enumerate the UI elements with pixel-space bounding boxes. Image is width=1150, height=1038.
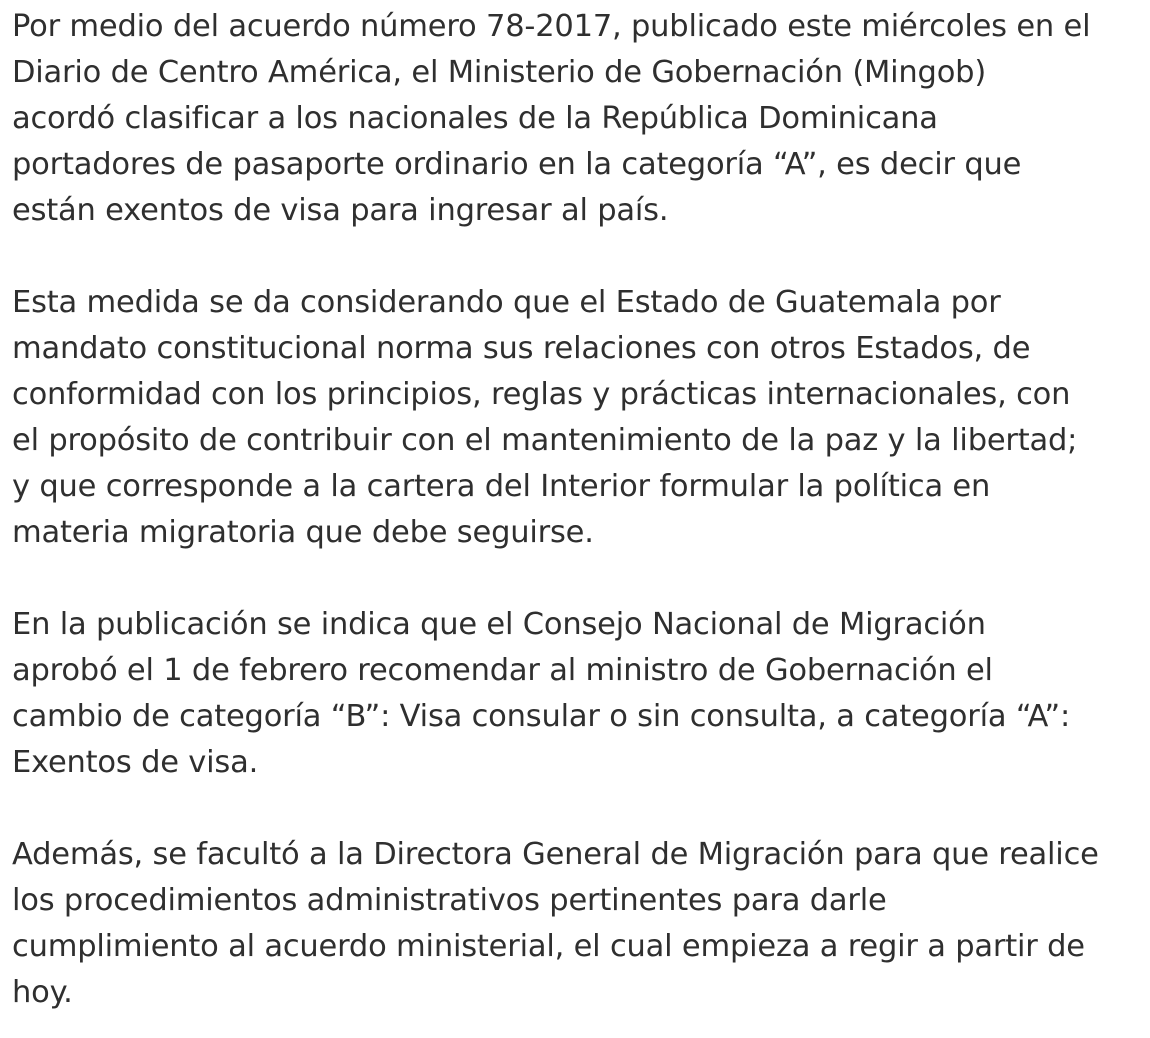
text-line: conformidad con los principios, reglas y prácticas internacionales, con	[12, 377, 1071, 412]
text-line: Por medio del acuerdo número 78-2017, publicado este miércoles en el	[12, 9, 1091, 44]
text-line: y que corresponde a la cartera del Interior formular la política en	[12, 469, 991, 504]
text-line: el propósito de contribuir con el mantenimiento de la paz y la libertad;	[12, 423, 1078, 458]
text-line: los procedimientos administrativos pertinentes para darle	[12, 883, 887, 918]
text-line: cumplimiento al acuerdo ministerial, el cual empieza a regir a partir de	[12, 929, 1085, 964]
text-line: mandato constitucional norma sus relaciones con otros Estados, de	[12, 331, 1031, 366]
paragraph-3	[12, 602, 1142, 786]
text-line: Diario de Centro América, el Ministerio de Gobernación (Mingob)	[12, 55, 987, 90]
text-line: están exentos de visa para ingresar al país.	[12, 193, 669, 228]
text-line: Además, se facultó a la Directora General de Migración para que realice	[12, 837, 1099, 872]
paragraph-2	[12, 280, 1142, 556]
text-line: acordó clasificar a los nacionales de la República Dominicana	[12, 101, 938, 136]
text-line: materia migratoria que debe seguirse.	[12, 515, 594, 550]
text-line: Exentos de visa.	[12, 745, 259, 780]
paragraph-4	[12, 832, 1142, 1016]
text-line: En la publicación se indica que el Consejo Nacional de Migración	[12, 607, 986, 642]
text-line: Esta medida se da considerando que el Estado de Guatemala por	[12, 285, 1001, 320]
text-line: cambio de categoría “B”: Visa consular o sin consulta, a categoría “A”:	[12, 699, 1071, 734]
text-line: aprobó el 1 de febrero recomendar al ministro de Gobernación el	[12, 653, 993, 688]
text-line: portadores de pasaporte ordinario en la categoría “A”, es decir que	[12, 147, 1022, 182]
text-line: hoy.	[12, 975, 73, 1010]
paragraph-1	[12, 4, 1142, 234]
